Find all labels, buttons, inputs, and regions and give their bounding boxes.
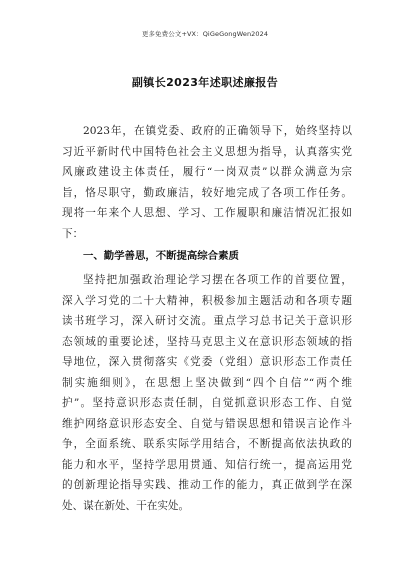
- paragraph-line: 制实施细则》，在思想上坚决做到“四个自信”“两个维: [62, 376, 352, 389]
- paragraph-line: 下：: [62, 227, 84, 240]
- document-title: 副镇长2023年述职述廉报告: [131, 76, 279, 89]
- section-heading: 一、勤学善思，不断提高综合素质: [83, 250, 239, 262]
- paragraph-line: 深入学习党的二十大精神，积极参加主题活动和各项专题: [62, 294, 352, 307]
- paragraph-line: 护”。坚持意识形态责任制，自觉抓意识形态工作、自觉: [62, 397, 352, 409]
- paragraph-line: 现将一年来个人思想、学习、工作履职和廉洁情况汇报如: [62, 207, 352, 219]
- paragraph-line: 坚持把加强政治理论学习摆在各项工作的首要位置，: [83, 274, 352, 286]
- paragraph-line: 风廉政建设主体责任，履行“一岗双责”以群众满意为宗: [62, 166, 352, 178]
- paragraph-line: 习近平新时代中国特色社会主义思想为指导，认真落实党: [62, 145, 352, 158]
- paragraph-intro: [62, 121, 352, 244]
- paragraph-line: 维护网络意识形态安全、自觉与错误思想和错误言论作斗: [62, 417, 352, 430]
- paragraph-study: [62, 270, 352, 516]
- paragraph-line: 旨，恪尽职守，勤政廉洁，较好地完成了各项工作任务。: [62, 186, 352, 199]
- paragraph-line: 的创新理论指导实践、推动工作的能力，真正做到学在深: [62, 479, 352, 491]
- paragraph-line: 能力和水平，坚持学思用贯通、知信行统一，提高运用党: [62, 458, 352, 471]
- paragraph-line: 争，全面系统、联系实际学用结合，不断提高依法执政的: [62, 438, 352, 450]
- paragraph-line: 处、谋在新处、干在实处。: [62, 499, 190, 512]
- paragraph-line: 2023年，在镇党委、政府的正确领导下，始终坚持以: [83, 125, 352, 137]
- paragraph-line: 态领域的重要论述，坚持马克思主义在意识形态领域的指: [62, 335, 352, 348]
- paragraph-line: 导地位，深入贯彻落实《党委（党组）意识形态工作责任: [62, 356, 352, 368]
- header-note: 更多免费公文+VX：QiGeGongWen2024: [141, 30, 269, 38]
- paragraph-line: 读书班学习，深入研讨交流。重点学习总书记关于意识形: [62, 315, 352, 327]
